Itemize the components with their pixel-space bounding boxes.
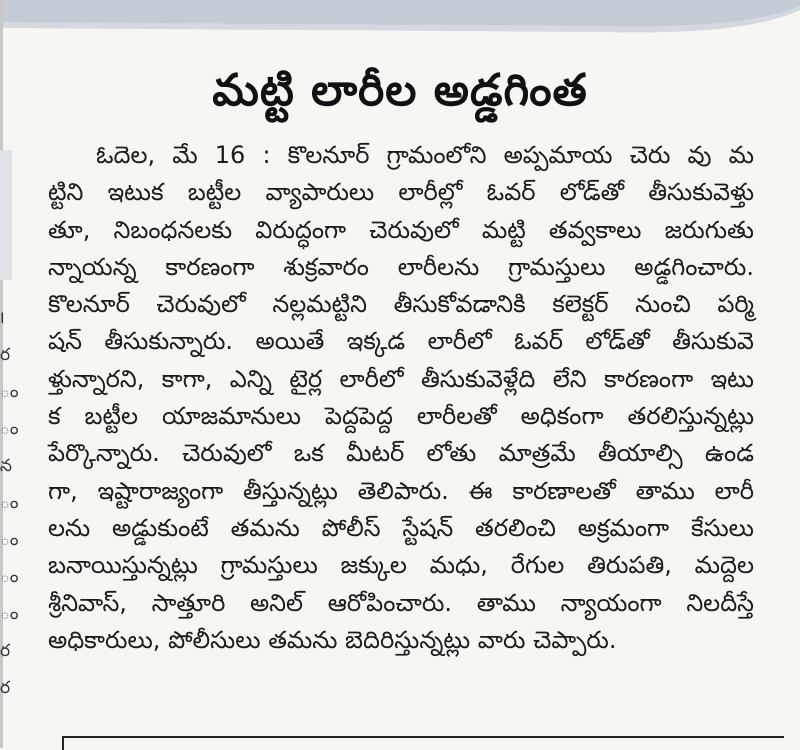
article-line: షన్ తీసుకున్నారు. అయితే ఇక్కడ లారీలో ఓవర్ లోడ్‌తో తీసుకువె xyxy=(48,327,754,356)
edge-mark: ం xyxy=(0,604,19,624)
edge-mark: ం xyxy=(0,382,19,402)
adjacent-column-fragment xyxy=(0,150,12,280)
article-headline: మట్టి లారీల అడ్డగింత xyxy=(212,65,588,116)
article-line: ళ్తున్నారని, కాగా, ఎన్ని టైర్ల లారీలో తీసుకువెళ్లేది లేని కారణంగా ఇటు xyxy=(48,364,754,393)
article-line: ట్టిని ఇటుక బట్టీల వ్యాపారులు లారీల్లో ఓవర్ లోడ్‌తో తీసుకువెళ్తు xyxy=(48,178,754,207)
top-banner-decoration xyxy=(0,0,800,40)
article-line: క బట్టీల యాజమానులు పెద్దపెద్ద లారీలతో అధికంగా తరలిస్తున్నట్లు xyxy=(48,402,754,431)
edge-mark: ర xyxy=(0,641,11,661)
article-line: తూ, నిబంధనలకు విరుద్ధంగా చెరువులో మట్టి తవ్వకాలు జరుగుతు xyxy=(48,215,754,244)
edge-mark: ం xyxy=(0,493,19,513)
edge-mark: ం xyxy=(0,419,19,439)
edge-mark: న xyxy=(0,456,12,476)
edge-mark: ర xyxy=(0,345,11,365)
article-body xyxy=(48,137,754,659)
edge-mark: ర xyxy=(0,678,11,698)
article-line: శ్రీనివాస్, సాత్తూరి అనిల్ ఆరోపించారు. తాము న్యాయంగా నిలదీస్తే xyxy=(48,588,754,617)
edge-mark: ౹ xyxy=(0,308,5,328)
article-line: లను అడ్డుకుంటే తమను పోలీస్ స్టేషన్ తరలించి అక్రమంగా కేసులు xyxy=(48,513,754,542)
article-line: ఓదెల, మే 16 : కొలనూర్ గ్రామంలోని అప్పమాయ చెరు వు మ xyxy=(96,141,754,169)
article-line: కొలనూర్ చెరువులో నల్లమట్టిని తీసుకోవడానికి కలెక్టర్ నుంచి పర్మి xyxy=(48,290,754,319)
article-line: గా, ఇష్టారాజ్యంగా తీస్తున్నట్లు తెలిపారు. ఈ కారణాలతో తాము లారీ xyxy=(48,476,754,505)
adjacent-column-text-edge xyxy=(0,300,19,707)
article-line: పేర్కొన్నారు. చెరువులో ఒక మీటర్ లోతు మాత్రమే తీయాల్సి ఉండ xyxy=(48,439,754,468)
article-line: బనాయిస్తున్నట్లు గ్రామస్తులు జక్కుల మధు, రేగుల తిరుపతి, మద్దెల xyxy=(48,551,754,580)
next-article-border xyxy=(62,736,784,750)
edge-mark: ం xyxy=(0,530,19,550)
article-line: న్నాయన్న కారణంగా శుక్రవారం లారీలను గ్రామస్తులు అడ్డగించారు. xyxy=(48,252,754,281)
edge-mark: ం xyxy=(0,567,19,587)
article-line: అధికారులు, పోలీసులు తమను బెదిరిస్తున్నట్లు వారు చెప్పారు. xyxy=(48,625,617,654)
